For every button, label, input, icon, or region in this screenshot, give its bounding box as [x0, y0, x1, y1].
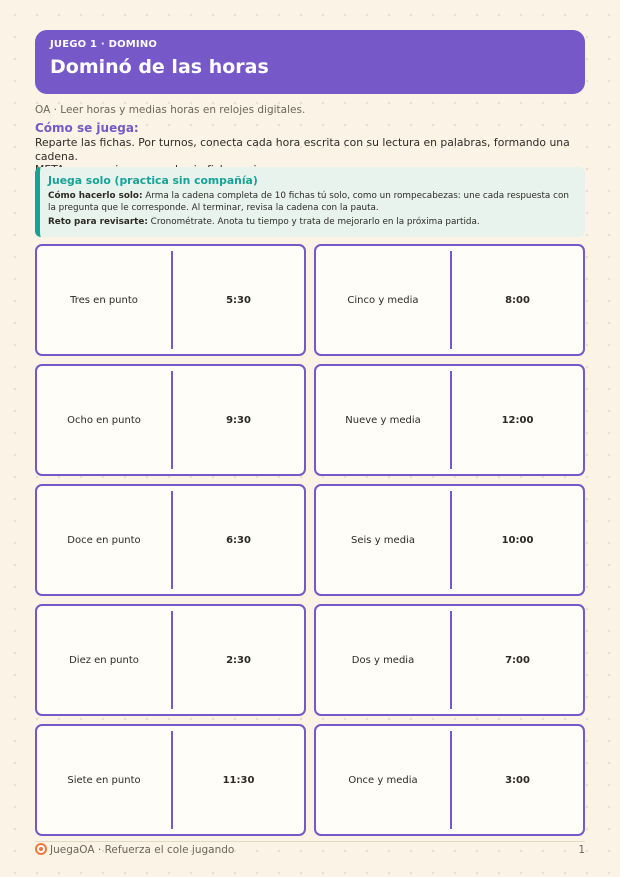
solo-how-text: Arma la cadena completa de 10 fichas tú solo, como un rompecabezas: une cada respuesta con la pregunta que le corresponde. Al terminar, revisa la cadena con la pauta. [48, 191, 569, 213]
solo-challenge-line [48, 216, 575, 228]
solo-how-line [48, 190, 575, 214]
solo-how-label: Cómo hacerlo solo: [48, 191, 143, 201]
domino-tile [314, 244, 585, 356]
tile-words: Dos y media [351, 654, 415, 666]
tile-words: Siete en punto [67, 774, 141, 786]
tile-words: Cinco y media [347, 294, 419, 306]
tile-time: 7:00 [505, 654, 530, 666]
target-icon [35, 843, 47, 855]
page-footer [35, 843, 585, 857]
tile-time: 10:00 [501, 534, 534, 546]
tile-time: 5:30 [226, 294, 251, 306]
footer-divider [35, 841, 585, 842]
domino-tile [35, 484, 306, 596]
domino-tile [314, 364, 585, 476]
learning-objective: OA · Leer horas y medias horas en relojes digitales. [35, 104, 306, 116]
page-title: Dominó de las horas [50, 56, 269, 78]
how-to-play-heading: Cómo se juega: [35, 121, 139, 135]
domino-tile [35, 724, 306, 836]
footer-brand: JuegaOA · Refuerza el cole jugando [50, 844, 235, 856]
domino-tile [314, 604, 585, 716]
tile-time: 11:30 [222, 774, 255, 786]
tile-time: 3:00 [505, 774, 530, 786]
solo-challenge-label: Reto para revisarte: [48, 217, 148, 227]
game-kicker: JUEGO 1 · DOMINO [50, 39, 158, 50]
tile-time: 8:00 [505, 294, 530, 306]
page-number: 1 [578, 844, 585, 856]
tile-words: Seis y media [351, 534, 415, 546]
domino-tile [314, 724, 585, 836]
tile-words: Nueve y media [345, 414, 421, 426]
tile-words: Ocho en punto [67, 414, 141, 426]
tile-time: 6:30 [226, 534, 251, 546]
domino-tile [314, 484, 585, 596]
domino-tile [35, 244, 306, 356]
tile-words: Tres en punto [70, 294, 138, 306]
tile-time: 12:00 [501, 414, 534, 426]
solo-play-title: Juega solo (practica sin compañía) [48, 174, 258, 187]
tile-time: 9:30 [226, 414, 251, 426]
solo-challenge-text: Cronométrate. Anota tu tiempo y trata de mejorarlo en la próxima partida. [147, 217, 480, 227]
solo-play-box [35, 167, 585, 237]
page-header [35, 30, 585, 94]
tile-time: 2:30 [226, 654, 251, 666]
tile-words: Diez en punto [69, 654, 139, 666]
tile-words: Doce en punto [67, 534, 141, 546]
domino-tile [35, 364, 306, 476]
instructions-line-1: Reparte las fichas. Por turnos, conecta cada hora escrita con su lectura en palabras, formando una cadena. [35, 136, 570, 163]
tile-words: Once y media [348, 774, 418, 786]
domino-tile [35, 604, 306, 716]
